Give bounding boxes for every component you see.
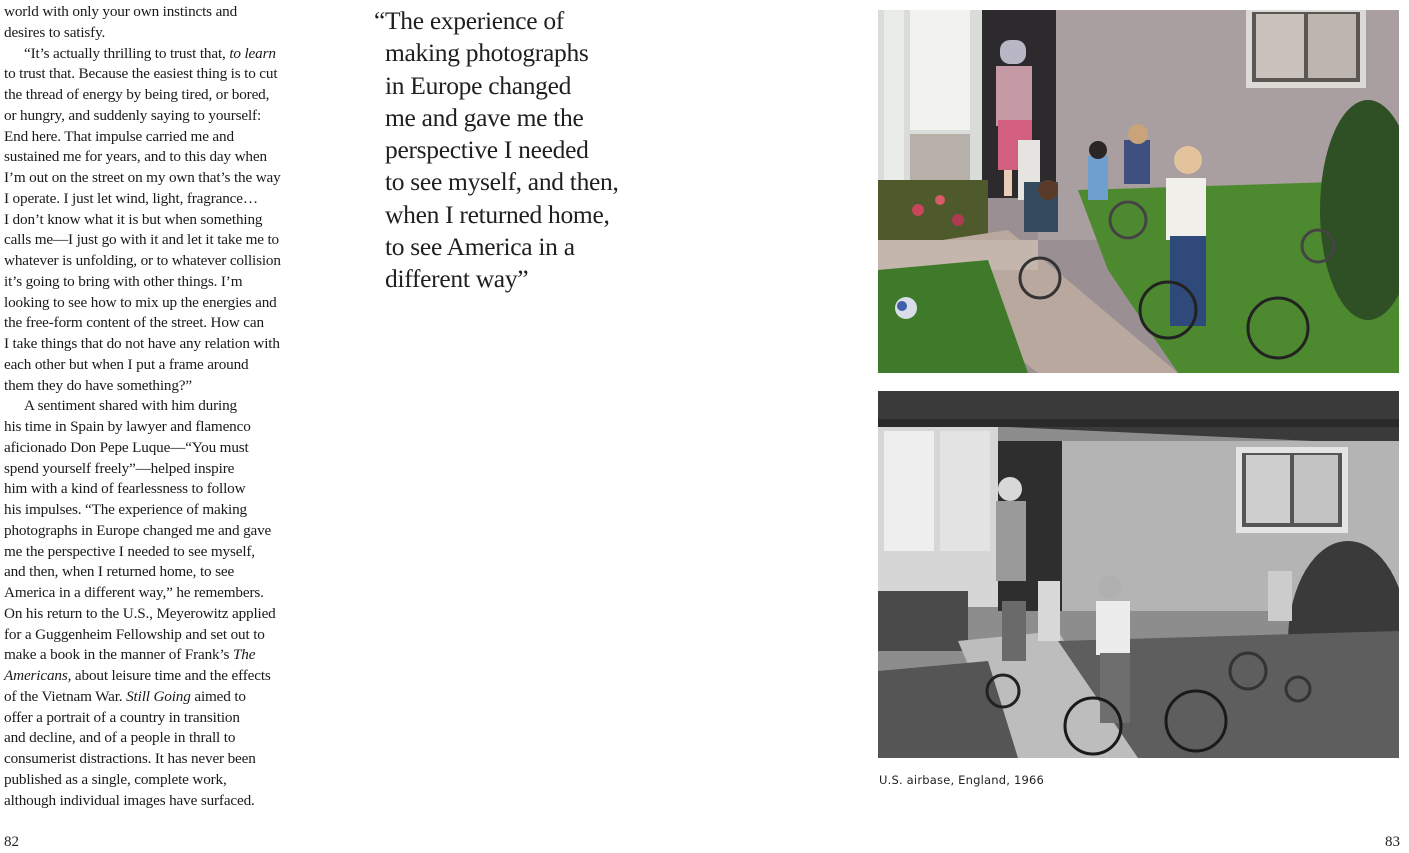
pull-quote-line: perspective I needed xyxy=(385,135,589,165)
text-line: and decline, and of a people in thrall to xyxy=(4,729,236,747)
pull-quote-line: to see myself, and then, xyxy=(385,167,619,197)
body-text-column xyxy=(4,2,314,811)
pull-quote-line: different way” xyxy=(385,264,529,294)
italic-text: Still Going xyxy=(126,687,191,705)
text-line: A sentiment shared with him during xyxy=(24,397,237,415)
text-line: consumerist distractions. It has never been xyxy=(4,750,256,767)
text-line: me the perspective I needed to see myself, xyxy=(4,542,255,560)
text-line: spend yourself freely”—helped inspire xyxy=(4,459,235,477)
text-line: make a book in the manner of Frank’s The xyxy=(4,646,256,664)
text-line: offer a portrait of a country in transition xyxy=(4,708,240,726)
text-line: I’m out on the street on my own that’s the way xyxy=(4,169,281,186)
text-line: “It’s actually thrilling to trust that, to learn xyxy=(24,44,276,62)
text-line: calls me—I just go with it and let it take me to xyxy=(4,231,279,249)
text-line: his impulses. “The experience of making xyxy=(4,501,247,518)
italic-text: The xyxy=(232,646,256,664)
text-line: for a Guggenheim Fellowship and set out to xyxy=(4,625,265,643)
text-line: Americans, about leisure time and the effects xyxy=(4,667,271,684)
text-line: each other but when I put a frame around xyxy=(4,355,249,373)
text-line: aficionado Don Pepe Luque—“You must xyxy=(4,438,249,456)
text-line: the free-form content of the street. How can xyxy=(4,314,264,332)
text-line: whatever is unfolding, or to whatever collision xyxy=(4,252,281,269)
pull-quote-line: me and gave me the xyxy=(385,102,584,132)
text-line: America in a different way,” he remembers. xyxy=(4,584,264,601)
text-line: looking to see how to mix up the energies and xyxy=(4,293,277,311)
pull-quote-line: “The experience of xyxy=(374,6,564,35)
pull-quote xyxy=(374,5,674,296)
text-line: him with a kind of fearlessness to follow xyxy=(4,480,246,498)
pull-quote-line: when I returned home, xyxy=(385,199,610,229)
text-line: End here. That impulse carried me and xyxy=(4,127,234,145)
text-line: I take things that do not have any relation with xyxy=(4,335,280,352)
text-line: sustained me for years, and to this day when xyxy=(4,148,267,166)
text-line: On his return to the U.S., Meyerowitz applied xyxy=(4,604,276,622)
pull-quote-line: to see America in a xyxy=(385,232,575,262)
photo-bw-airbase-children xyxy=(878,391,1399,758)
text-line: photographs in Europe changed me and gave xyxy=(4,521,272,539)
pull-quote-line: making photographs xyxy=(385,38,589,68)
page-number-left: 82 xyxy=(4,834,19,850)
text-line: his time in Spain by lawyer and flamenco xyxy=(4,418,251,435)
pull-quote-line: in Europe changed xyxy=(385,70,572,100)
text-line: I operate. I just let wind, light, fragrance… xyxy=(4,189,258,207)
text-line: of the Vietnam War. Still Going aimed to xyxy=(4,687,246,705)
text-line: the thread of energy by being tired, or bored, xyxy=(4,86,270,103)
text-line: although individual images have surfaced. xyxy=(4,791,255,809)
page-number-right: 83 xyxy=(1385,834,1400,850)
text-line: and then, when I returned home, to see xyxy=(4,563,235,581)
photo-caption: U.S. airbase, England, 1966 xyxy=(879,773,1045,787)
italic-text: Americans, xyxy=(4,667,72,684)
text-line: I don’t know what it is but when something xyxy=(4,210,263,228)
photo-color-airbase-children xyxy=(878,10,1399,373)
text-line: them they do have something?” xyxy=(4,376,192,394)
text-line: or hungry, and suddenly saying to yourself: xyxy=(4,106,262,124)
text-line: published as a single, complete work, xyxy=(4,770,227,788)
text-line: desires to satisfy. xyxy=(4,23,106,41)
text-line: it’s going to bring with other things. I’m xyxy=(4,272,243,290)
text-line: world with only your own instincts and xyxy=(4,3,238,20)
text-line: to trust that. Because the easiest thing is to cut xyxy=(4,65,278,83)
italic-text: to learn xyxy=(229,44,276,62)
